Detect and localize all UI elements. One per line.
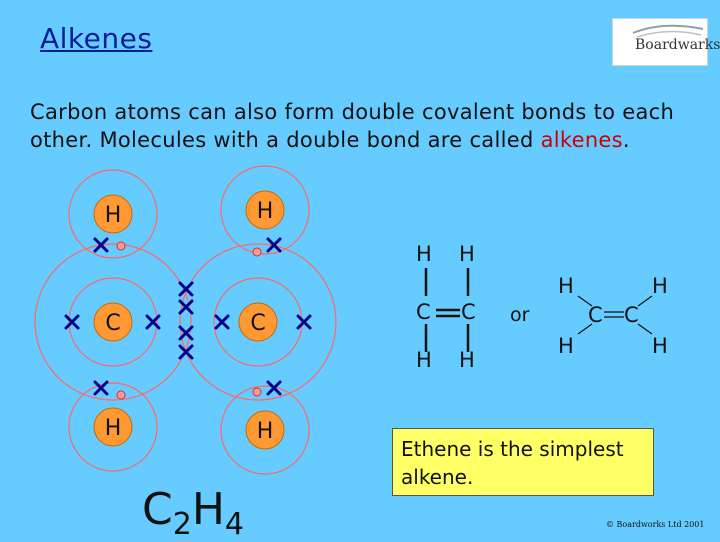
displayed-atom-h: H	[652, 274, 668, 298]
struct-atom-h: H	[416, 242, 432, 266]
intro-end: .	[622, 128, 630, 152]
struct-atom-h: H	[459, 348, 475, 372]
atom-label-c: C	[105, 311, 121, 336]
atom-label-h: H	[256, 199, 274, 224]
formula-c-count: 2	[172, 507, 192, 542]
alkenes-highlight: alkenes	[540, 128, 623, 152]
bond-line	[638, 324, 652, 334]
copyright: © Boardworks Ltd 2001	[606, 520, 705, 529]
displayed-atom-h: H	[558, 334, 574, 358]
atom-label-h: H	[104, 416, 122, 441]
displayed-atom-h: H	[652, 334, 668, 358]
ethene-note: Ethene is the simplest alkene.	[392, 428, 654, 496]
page-title: Alkenes	[40, 22, 153, 55]
bond-line	[638, 296, 652, 306]
logo-text: Boardwarks	[635, 37, 720, 53]
atom-label-h: H	[256, 419, 274, 444]
struct-atom-h: H	[416, 348, 432, 372]
struct-atom-c: C	[416, 300, 431, 324]
formula-h: H	[191, 484, 225, 535]
struct-atom-c: C	[461, 300, 476, 324]
displayed-atom-c: C	[588, 303, 603, 327]
atom-label-h: H	[104, 203, 122, 228]
formula-c: C	[142, 484, 173, 535]
intro-text: Carbon atoms can also form double covalent bonds to each other. Molecules with a double bond are called	[30, 100, 675, 152]
atom-label-c: C	[250, 311, 266, 336]
displayed-atom-c: C	[624, 303, 639, 327]
displayed-atom-h: H	[558, 274, 574, 298]
formula-h-count: 4	[224, 507, 245, 542]
or-label: or	[510, 304, 530, 326]
struct-atom-h: H	[459, 242, 475, 266]
